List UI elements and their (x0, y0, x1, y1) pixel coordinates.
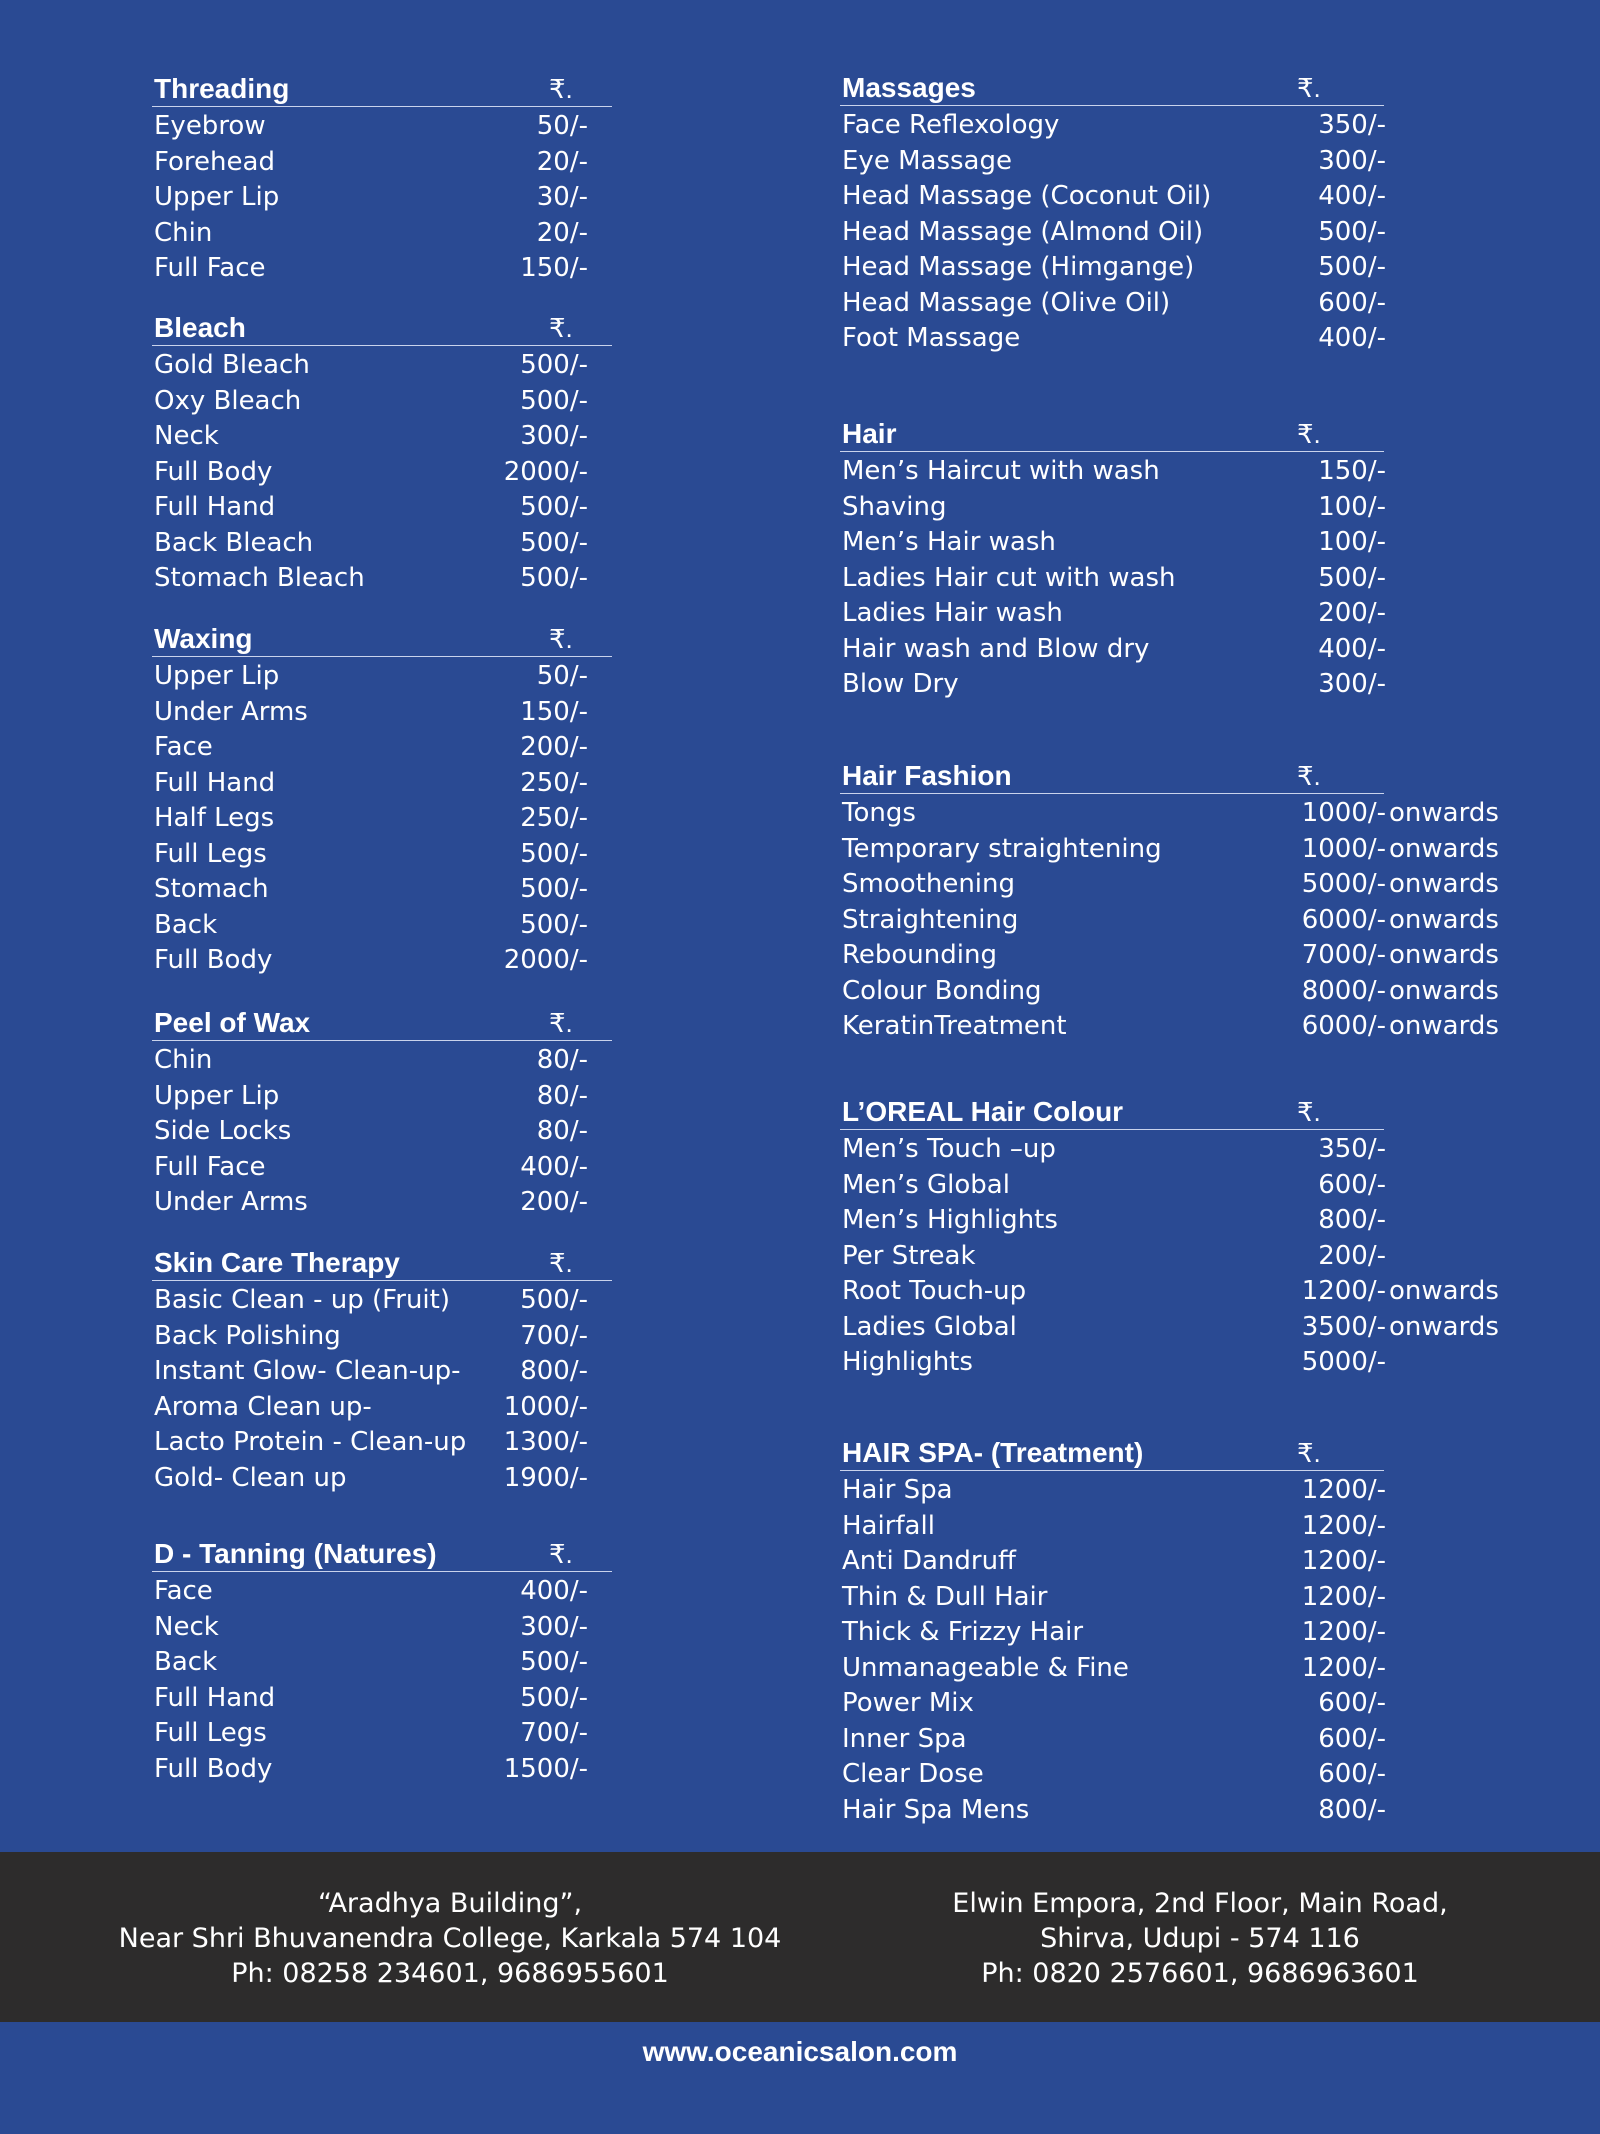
price-suffix: onwards (1389, 1311, 1499, 1342)
service-price: 1900/- (503, 1462, 588, 1493)
price-row (152, 419, 612, 455)
service-name: Gold- Clean up (154, 1462, 347, 1493)
service-price: 500/- (520, 563, 588, 593)
service-price: 600/- (1318, 1723, 1386, 1754)
service-price: 80/- (536, 1045, 588, 1075)
price-row (840, 1345, 1505, 1381)
service-name: Tongs (842, 798, 916, 828)
section-header (152, 1537, 612, 1572)
service-price: 500/- (1318, 216, 1386, 247)
section-header (152, 311, 612, 346)
price-suffix: onwards (1389, 975, 1499, 1006)
price-row (152, 1752, 612, 1788)
service-price: 300/- (1318, 669, 1386, 699)
rupee-currency-label: ₹. (549, 74, 573, 104)
service-price: 1200/- (1301, 1652, 1386, 1683)
service-price: 600/- (1318, 287, 1386, 318)
service-price: 400/- (520, 1151, 588, 1182)
price-suffix: onwards (1389, 869, 1499, 899)
section-header (840, 71, 1384, 106)
price-row (840, 525, 1505, 561)
service-name: Blow Dry (842, 669, 959, 699)
price-row (840, 1509, 1505, 1545)
service-price: 5000/- (1301, 869, 1386, 899)
service-name: Smoothening (842, 869, 1015, 899)
service-name: Eyebrow (154, 111, 266, 141)
price-row (840, 1544, 1505, 1580)
service-name: Full Legs (154, 838, 267, 869)
service-price: 100/- (1318, 527, 1386, 557)
service-price: 500/- (520, 1647, 588, 1677)
price-row (840, 1009, 1505, 1045)
service-price: 1000/- (1301, 833, 1386, 864)
service-name: Power Mix (842, 1688, 974, 1718)
phone-line: Ph: 0820 2576601, 9686963601 (981, 1958, 1419, 1989)
price-row (840, 832, 1505, 868)
service-name: Full Face (154, 253, 266, 283)
service-price: 600/- (1318, 1169, 1386, 1200)
service-name: Back Bleach (154, 527, 314, 558)
service-price: 800/- (520, 1356, 588, 1386)
service-name: Head Massage (Coconut Oil) (842, 181, 1212, 211)
price-row (152, 1461, 612, 1497)
price-row (840, 1793, 1505, 1829)
section-header (840, 1436, 1384, 1471)
service-name: Root Touch-up (842, 1276, 1027, 1306)
service-name: Ladies Hair cut with wash (842, 562, 1176, 593)
price-row (152, 1716, 612, 1752)
service-price: 350/- (1318, 110, 1386, 140)
rupee-currency-label: ₹. (549, 1248, 573, 1278)
service-name: Hairfall (842, 1510, 935, 1541)
price-row (840, 1580, 1505, 1616)
service-name: Shaving (842, 491, 947, 522)
service-name: Ladies Global (842, 1311, 1017, 1342)
address-line: “Aradhya Building”, (317, 1888, 583, 1919)
price-row (840, 1473, 1505, 1509)
service-price: 200/- (520, 1187, 588, 1217)
service-name: Neck (154, 421, 219, 451)
price-row (840, 561, 1505, 597)
rupee-currency-label: ₹. (1297, 1097, 1321, 1127)
price-row (840, 1722, 1505, 1758)
section-header (152, 1246, 612, 1281)
service-price: 1000/- (1301, 798, 1386, 828)
price-row (840, 454, 1505, 490)
section-peel-of-wax (152, 1006, 612, 1221)
phone-line: Ph: 08258 234601, 9686955601 (231, 1958, 669, 1989)
service-name: Under Arms (154, 1187, 308, 1217)
service-name: Inner Spa (842, 1723, 967, 1754)
service-name: Hair Spa Mens (842, 1794, 1030, 1825)
price-row (152, 1114, 612, 1150)
service-name: Head Massage (Olive Oil) (842, 287, 1171, 318)
section-loreal-hair-colour (840, 1095, 1505, 1381)
service-name: Head Massage (Himgange) (842, 252, 1195, 282)
service-name: Rebounding (842, 940, 997, 970)
price-row (152, 1425, 612, 1461)
service-price: 200/- (520, 732, 588, 762)
service-name: Anti Dandruff (842, 1546, 1016, 1576)
section-header (152, 72, 612, 107)
service-name: Men’s Touch –up (842, 1134, 1056, 1164)
price-row (840, 632, 1505, 668)
price-row (840, 596, 1505, 632)
price-row (840, 667, 1505, 703)
price-row (152, 1354, 612, 1390)
section-header (152, 622, 612, 657)
service-name: Full Hand (154, 1682, 276, 1713)
service-name: Chin (154, 217, 213, 248)
website-link[interactable]: www.oceanicsalon.com (642, 2036, 958, 2067)
address-line: Shirva, Udupi - 574 116 (1040, 1923, 1360, 1954)
service-name: Face Reflexology (842, 110, 1060, 140)
service-price: 800/- (1318, 1794, 1386, 1825)
service-price: 400/- (1318, 181, 1386, 211)
rupee-currency-label: ₹. (549, 313, 573, 343)
service-price: 250/- (520, 803, 588, 833)
section-threading (152, 72, 612, 287)
price-row (840, 215, 1505, 251)
footer-addresses (0, 1852, 1600, 2022)
rupee-currency-label: ₹. (1297, 1438, 1321, 1468)
service-price: 500/- (1318, 562, 1386, 593)
price-row (152, 1150, 612, 1186)
section-title: Hair Fashion (842, 760, 1012, 791)
service-name: Thin & Dull Hair (842, 1581, 1048, 1612)
price-row (152, 908, 612, 944)
service-price: 500/- (520, 874, 588, 904)
section-header (840, 1095, 1384, 1130)
price-row (152, 526, 612, 562)
service-price: 500/- (520, 350, 588, 380)
service-name: Head Massage (Almond Oil) (842, 216, 1204, 247)
section-title: HAIR SPA- (Treatment) (842, 1437, 1144, 1468)
service-name: Chin (154, 1045, 213, 1075)
price-suffix: onwards (1389, 1011, 1499, 1041)
service-price: 1200/- (1301, 1581, 1386, 1612)
price-row (840, 286, 1505, 322)
rupee-currency-label: ₹. (1297, 419, 1321, 449)
service-price: 8000/- (1301, 975, 1386, 1006)
service-price: 500/- (1318, 252, 1386, 282)
service-name: Per Streak (842, 1240, 976, 1271)
service-name: Thick & Frizzy Hair (842, 1617, 1084, 1647)
service-name: Aroma Clean up- (154, 1391, 372, 1422)
service-price: 30/- (536, 182, 588, 212)
price-row (152, 1390, 612, 1426)
price-row (840, 179, 1505, 215)
rupee-currency-label: ₹. (549, 1008, 573, 1038)
price-row (840, 1686, 1505, 1722)
price-row (840, 321, 1505, 357)
service-name: Men’s Haircut with wash (842, 456, 1160, 486)
price-row (152, 766, 612, 802)
service-name: Upper Lip (154, 182, 280, 212)
price-row (840, 1615, 1505, 1651)
service-name: KeratinTreatment (842, 1011, 1067, 1041)
service-price: 1200/- (1301, 1276, 1386, 1306)
service-price: 1200/- (1301, 1475, 1386, 1505)
service-name: Clear Dose (842, 1759, 984, 1789)
service-name: Full Body (154, 1753, 273, 1784)
service-price: 80/- (536, 1116, 588, 1146)
service-price: 500/- (520, 1682, 588, 1713)
service-price: 6000/- (1301, 904, 1386, 935)
service-name: Basic Clean - up (Fruit) (154, 1285, 450, 1315)
price-row (840, 1168, 1505, 1204)
price-row (840, 1132, 1505, 1168)
service-name: Back (154, 1647, 218, 1677)
address-line: Near Shri Bhuvanendra College, Karkala 574 104 (118, 1923, 782, 1954)
service-price: 300/- (520, 421, 588, 451)
rupee-currency-label: ₹. (1297, 73, 1321, 103)
service-name: Oxy Bleach (154, 385, 302, 416)
service-name: Highlights (842, 1347, 973, 1377)
service-name: Colour Bonding (842, 975, 1042, 1006)
service-price: 600/- (1318, 1759, 1386, 1789)
service-price: 500/- (520, 1285, 588, 1315)
section-skin-care-therapy (152, 1246, 612, 1496)
price-row (152, 251, 612, 287)
section-hair-spa (840, 1436, 1505, 1828)
service-price: 200/- (1318, 1240, 1386, 1271)
price-row (152, 490, 612, 526)
service-price: 50/- (536, 111, 588, 141)
service-name: Face (154, 1576, 213, 1606)
price-row (840, 1239, 1505, 1275)
service-price: 700/- (520, 1320, 588, 1351)
price-row (840, 250, 1505, 286)
service-price: 500/- (520, 909, 588, 940)
price-row (840, 796, 1505, 832)
price-row (152, 1645, 612, 1681)
price-row (152, 109, 612, 145)
section-title: D - Tanning (Natures) (154, 1538, 437, 1569)
service-price: 400/- (520, 1576, 588, 1606)
price-suffix: onwards (1389, 833, 1499, 864)
service-name: Stomach (154, 874, 269, 904)
price-row (152, 695, 612, 731)
section-hair-fashion (840, 759, 1505, 1045)
price-row (152, 348, 612, 384)
section-title: Peel of Wax (154, 1007, 311, 1038)
price-row (152, 1319, 612, 1355)
price-row (840, 1310, 1505, 1346)
service-name: Ladies Hair wash (842, 598, 1063, 628)
service-price: 5000/- (1301, 1347, 1386, 1377)
service-price: 1200/- (1301, 1617, 1386, 1647)
service-name: Back (154, 909, 218, 940)
section-title: Waxing (154, 623, 253, 654)
section-bleach (152, 311, 612, 597)
service-price: 100/- (1318, 491, 1386, 522)
karkala-address (80, 1886, 820, 1991)
price-row (152, 730, 612, 766)
address-line: Elwin Empora, 2nd Floor, Main Road, (952, 1888, 1448, 1919)
service-price: 500/- (520, 838, 588, 869)
price-suffix: onwards (1389, 940, 1499, 970)
price-row (840, 1757, 1505, 1793)
service-name: Straightening (842, 904, 1019, 935)
price-row (152, 1283, 612, 1319)
section-title: Skin Care Therapy (154, 1247, 400, 1278)
service-price: 1000/- (503, 1391, 588, 1422)
section-title: Massages (842, 72, 976, 103)
price-row (840, 938, 1505, 974)
service-price: 7000/- (1301, 940, 1386, 970)
service-price: 250/- (520, 767, 588, 798)
price-row (152, 1043, 612, 1079)
service-name: Forehead (154, 146, 275, 177)
service-price: 400/- (1318, 323, 1386, 353)
price-row (840, 108, 1505, 144)
price-row (840, 144, 1505, 180)
section-d-tanning (152, 1537, 612, 1787)
service-name: Eye Massage (842, 145, 1012, 176)
price-row (152, 1610, 612, 1646)
price-row (152, 561, 612, 597)
service-price: 500/- (520, 385, 588, 416)
service-name: Half Legs (154, 803, 275, 833)
service-price: 20/- (536, 217, 588, 248)
service-name: Foot Massage (842, 323, 1021, 353)
price-row (152, 1681, 612, 1717)
service-name: Lacto Protein - Clean-up (154, 1427, 467, 1457)
service-name: Upper Lip (154, 661, 280, 691)
service-price: 50/- (536, 661, 588, 691)
service-name: Full Face (154, 1151, 266, 1182)
price-row (840, 1274, 1505, 1310)
price-row (152, 872, 612, 908)
service-price: 500/- (520, 527, 588, 558)
rupee-currency-label: ₹. (549, 624, 573, 654)
rupee-currency-label: ₹. (1297, 761, 1321, 791)
service-name: Gold Bleach (154, 350, 310, 380)
price-row (152, 1079, 612, 1115)
service-name: Full Hand (154, 767, 276, 798)
service-name: Under Arms (154, 696, 308, 727)
service-name: Men’s Highlights (842, 1205, 1058, 1235)
service-name: Instant Glow- Clean-up- (154, 1356, 461, 1386)
price-row (152, 455, 612, 491)
price-row (152, 145, 612, 181)
service-price: 2000/- (503, 456, 588, 487)
section-title: L’OREAL Hair Colour (842, 1096, 1124, 1127)
service-price: 1500/- (503, 1753, 588, 1784)
service-price: 1200/- (1301, 1510, 1386, 1541)
price-row (840, 867, 1505, 903)
shirva-address (860, 1886, 1540, 1991)
service-price: 20/- (536, 146, 588, 177)
price-row (840, 974, 1505, 1010)
service-name: Temporary straightening (842, 833, 1162, 864)
section-hair (840, 417, 1505, 703)
price-row (152, 1185, 612, 1221)
service-name: Men’s Global (842, 1169, 1010, 1200)
service-price: 300/- (1318, 145, 1386, 176)
service-price: 1300/- (503, 1427, 588, 1457)
service-price: 350/- (1318, 1134, 1386, 1164)
section-header (840, 759, 1384, 794)
service-price: 1200/- (1301, 1546, 1386, 1576)
price-row (152, 384, 612, 420)
service-price: 150/- (1318, 456, 1386, 486)
price-suffix: onwards (1389, 1276, 1499, 1306)
service-price: 700/- (520, 1718, 588, 1748)
service-price: 3500/- (1301, 1311, 1386, 1342)
price-row (840, 1203, 1505, 1239)
price-row (152, 837, 612, 873)
service-price: 2000/- (503, 945, 588, 975)
service-name: Neck (154, 1611, 219, 1642)
price-row (152, 1574, 612, 1610)
price-row (152, 216, 612, 252)
service-price: 200/- (1318, 598, 1386, 628)
service-name: Hair wash and Blow dry (842, 633, 1150, 664)
section-header (152, 1006, 612, 1041)
service-name: Hair Spa (842, 1475, 953, 1505)
price-row (840, 903, 1505, 939)
rupee-currency-label: ₹. (549, 1539, 573, 1569)
service-name: Stomach Bleach (154, 563, 365, 593)
price-row (152, 801, 612, 837)
service-name: Back Polishing (154, 1320, 341, 1351)
section-title: Bleach (154, 312, 246, 343)
price-row (152, 659, 612, 695)
service-name: Full Legs (154, 1718, 267, 1748)
service-name: Full Hand (154, 492, 276, 522)
price-row (152, 180, 612, 216)
service-price: 150/- (520, 253, 588, 283)
price-suffix: onwards (1389, 904, 1499, 935)
section-waxing (152, 622, 612, 979)
service-price: 300/- (520, 1611, 588, 1642)
section-title: Threading (154, 73, 290, 104)
price-row (152, 943, 612, 979)
section-massages (840, 71, 1505, 357)
service-price: 6000/- (1301, 1011, 1386, 1041)
service-price: 150/- (520, 696, 588, 727)
service-price: 400/- (1318, 633, 1386, 664)
service-name: Full Body (154, 456, 273, 487)
service-price: 500/- (520, 492, 588, 522)
price-suffix: onwards (1389, 798, 1499, 828)
section-header (840, 417, 1384, 452)
service-name: Side Locks (154, 1116, 292, 1146)
service-name: Full Body (154, 945, 273, 975)
price-row (840, 490, 1505, 526)
service-price: 80/- (536, 1080, 588, 1111)
service-name: Unmanageable & Fine (842, 1652, 1129, 1683)
service-name: Men’s Hair wash (842, 527, 1056, 557)
service-price: 600/- (1318, 1688, 1386, 1718)
service-name: Face (154, 732, 213, 762)
service-price: 800/- (1318, 1205, 1386, 1235)
service-name: Upper Lip (154, 1080, 280, 1111)
price-row (840, 1651, 1505, 1687)
section-title: Hair (842, 418, 897, 449)
